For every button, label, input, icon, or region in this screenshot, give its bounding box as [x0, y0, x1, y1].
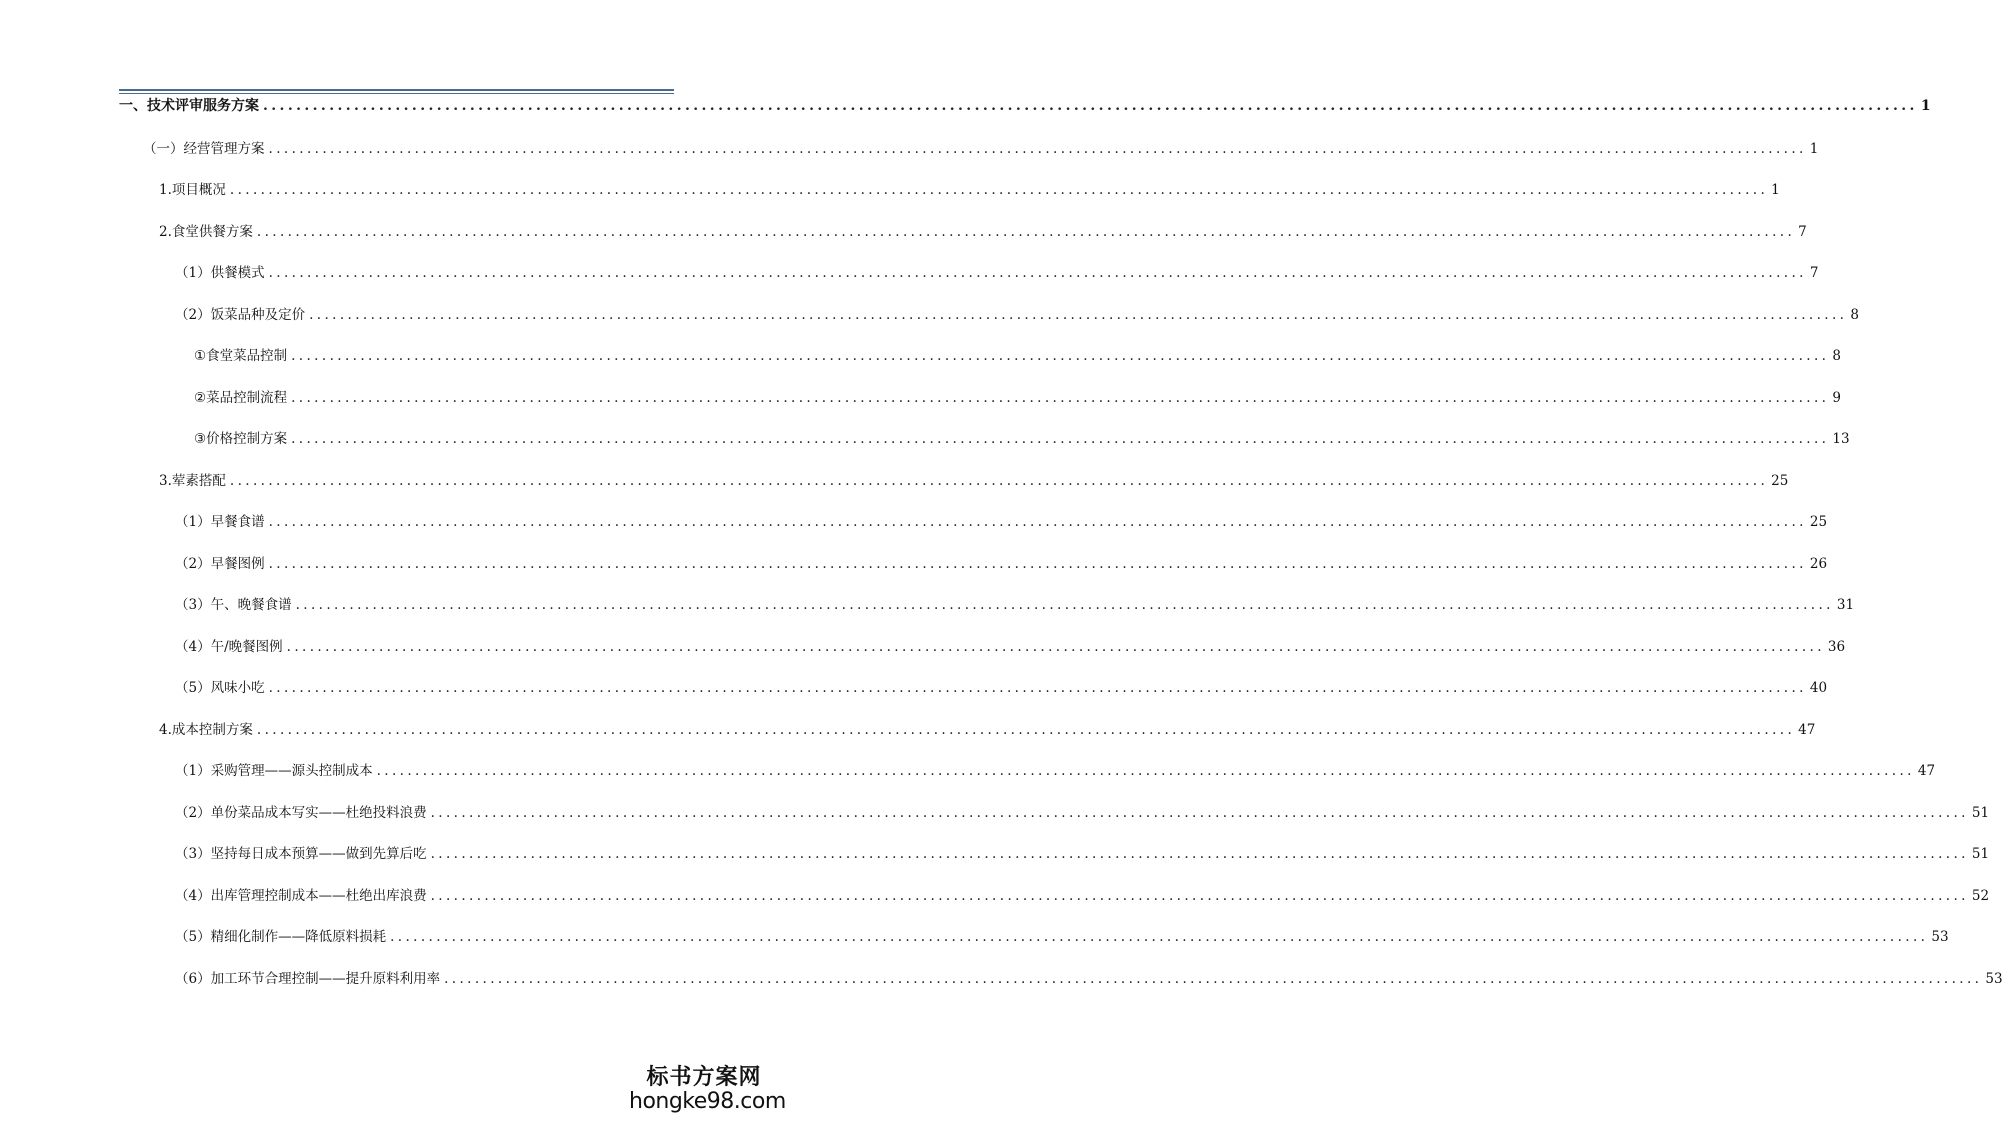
- toc-entry-number: 一、: [119, 98, 147, 114]
- toc-leader-dots: ........................................................................................................................................................................................................: [229, 473, 1769, 489]
- toc-entry-title: 风味小吃: [210, 680, 265, 696]
- toc-entry-title: 经营管理方案: [183, 141, 265, 157]
- toc-leader-dots: ........................................................................................................................................................................................................: [309, 307, 1848, 323]
- toc-entry-title: 早餐图例: [210, 556, 265, 572]
- toc-leader-dots: ........................................................................................................................................................................................................: [430, 888, 1969, 904]
- toc-entry-page: 1: [1809, 141, 1819, 157]
- toc-entry-page: 8: [1850, 307, 1859, 323]
- toc-entry-title: 菜品控制流程: [206, 390, 288, 406]
- toc-entry-page: 7: [1809, 265, 1819, 281]
- toc-leader-dots: ........................................................................................................................................................................................................: [376, 763, 1915, 779]
- toc-entry[interactable]: [194, 429, 1850, 449]
- toc-entry-number: （5）: [175, 929, 211, 945]
- toc-leader-dots: ........................................................................................................................................................................................................: [444, 971, 1983, 987]
- toc-entry[interactable]: [143, 139, 1819, 159]
- toc-entry-title: 早餐食谱: [210, 514, 265, 530]
- toc-entry-title: 荤素搭配: [171, 473, 226, 489]
- toc-leader-dots: ........................................................................................................................................................................................................: [268, 514, 1807, 530]
- toc-entry-title: 加工环节合理控制——提升原料利用率: [210, 971, 441, 987]
- toc-entry-page: 25: [1809, 514, 1828, 530]
- toc-leader-dots: ........................................................................................................................................................................................................: [268, 556, 1807, 572]
- toc-entry-page: 51: [1971, 846, 1990, 862]
- toc-leader-dots: ........................................................................................................................................................................................................: [268, 680, 1807, 696]
- toc-entry-page: 31: [1836, 597, 1855, 613]
- toc-entry[interactable]: [175, 305, 1859, 325]
- toc-entry-title: 出库管理控制成本——杜绝出库浪费: [210, 888, 427, 904]
- toc-entry-number: 2.: [159, 224, 172, 240]
- toc-entry[interactable]: [175, 554, 1828, 574]
- toc-entry-number: 1.: [159, 182, 172, 198]
- toc-entry[interactable]: [175, 678, 1828, 698]
- toc-entry-number: （6）: [175, 971, 211, 987]
- toc-entry[interactable]: [175, 512, 1828, 532]
- toc-entry[interactable]: [175, 263, 1819, 283]
- toc-entry-title: 午、晚餐食谱: [210, 597, 292, 613]
- toc-entry-page: 1: [1771, 182, 1780, 198]
- toc-leader-dots: ........................................................................................................................................................................................................: [286, 639, 1825, 655]
- toc-entry-title: 午/晚餐图例: [210, 639, 283, 655]
- toc-entry[interactable]: [159, 222, 1807, 242]
- toc-entry-number: （1）: [175, 265, 211, 281]
- toc-entry-title: 食堂供餐方案: [171, 224, 253, 240]
- toc-entry[interactable]: [175, 637, 1846, 657]
- toc-entry-title: 供餐模式: [210, 265, 265, 281]
- toc-entry-title: 价格控制方案: [206, 431, 288, 447]
- toc-entry-number: 4.: [159, 722, 172, 738]
- toc-entry-page: 53: [1985, 971, 2003, 987]
- toc-entry-page: 9: [1832, 390, 1841, 406]
- toc-entry[interactable]: [119, 96, 1931, 116]
- toc-entry-title: 饭菜品种及定价: [210, 307, 306, 323]
- toc-entry[interactable]: [175, 844, 1990, 864]
- toc-entry-page: 53: [1931, 929, 1949, 945]
- toc-leader-dots: ........................................................................................................................................................................................................: [430, 846, 1969, 862]
- toc-entry-title: 技术评审服务方案: [147, 98, 259, 114]
- toc-leader-dots: ........................................................................................................................................................................................................: [229, 182, 1769, 198]
- toc-leader-dots: ........................................................................................................................................................................................................: [291, 348, 1830, 364]
- toc-entry-number: （2）: [175, 307, 211, 323]
- toc-leader-dots: ........................................................................................................................................................................................................: [291, 431, 1830, 447]
- watermark-cn: 标书方案网: [646, 1064, 762, 1090]
- watermark-url: hongke98.com: [629, 1089, 786, 1114]
- toc-entry-number: （1）: [175, 514, 211, 530]
- toc-entry[interactable]: [194, 388, 1841, 408]
- toc-entry-page: 51: [1971, 805, 1990, 821]
- toc-entry-number: （3）: [175, 597, 211, 613]
- toc-entry-number: （4）: [175, 888, 211, 904]
- toc-leader-dots: ........................................................................................................................................................................................................: [291, 390, 1830, 406]
- toc-leader-dots: ........................................................................................................................................................................................................: [295, 597, 1834, 613]
- toc-entry[interactable]: [159, 720, 1816, 740]
- toc-entry-page: 25: [1771, 473, 1789, 489]
- toc-leader-dots: ........................................................................................................................................................................................................: [390, 929, 1929, 945]
- toc-entry-number: （1）: [175, 763, 211, 779]
- toc-entry-page: 47: [1917, 763, 1936, 779]
- toc-entry-page: 40: [1809, 680, 1828, 696]
- toc-leader-dots: ........................................................................................................................................................................................................: [263, 98, 1918, 114]
- toc-entry[interactable]: [175, 969, 2003, 989]
- toc-entry-title: 单份菜品成本写实——杜绝投料浪费: [210, 805, 427, 821]
- toc-entry-title: 精细化制作——降低原料损耗: [210, 929, 387, 945]
- toc-entry-title: 食堂菜品控制: [206, 348, 288, 364]
- toc-leader-dots: ........................................................................................................................................................................................................: [256, 722, 1796, 738]
- toc-leader-dots: ........................................................................................................................................................................................................: [268, 141, 1807, 157]
- toc-leader-dots: ........................................................................................................................................................................................................: [268, 265, 1807, 281]
- toc-entry[interactable]: [175, 595, 1855, 615]
- toc-entry[interactable]: [159, 180, 1780, 200]
- toc-entry-number: ①: [194, 348, 207, 364]
- toc-entry[interactable]: [175, 927, 1949, 947]
- toc-entry-page: 8: [1832, 348, 1841, 364]
- toc-leader-dots: ........................................................................................................................................................................................................: [256, 224, 1796, 240]
- toc-entry-number: （3）: [175, 846, 211, 862]
- toc-entry[interactable]: [175, 886, 1990, 906]
- toc-entry-number: （2）: [175, 556, 211, 572]
- toc-entry-page: 36: [1827, 639, 1846, 655]
- toc-entry[interactable]: [175, 803, 1990, 823]
- toc-entry-number: （4）: [175, 639, 211, 655]
- toc-entry-page: 47: [1798, 722, 1816, 738]
- watermark: [629, 1064, 786, 1114]
- toc-entry-title: 成本控制方案: [171, 722, 253, 738]
- header-rule-thin: [119, 93, 674, 94]
- toc-entry-page: 13: [1832, 431, 1850, 447]
- toc-entry-title: 项目概况: [171, 182, 226, 198]
- toc-entry-page: 7: [1798, 224, 1807, 240]
- toc-entry[interactable]: [194, 346, 1841, 366]
- toc-entry-number: （5）: [175, 680, 211, 696]
- toc-entry-page: 26: [1809, 556, 1828, 572]
- toc-entry-title: 坚持每日成本预算——做到先算后吃: [210, 846, 427, 862]
- toc-entry[interactable]: [175, 761, 1936, 781]
- header-rule-thick: [119, 89, 674, 91]
- toc-entry-number: ②: [194, 390, 207, 406]
- toc-entry-number: ③: [194, 431, 207, 447]
- toc-entry[interactable]: [159, 471, 1789, 491]
- toc-entry-number: （2）: [175, 805, 211, 821]
- toc-leader-dots: ........................................................................................................................................................................................................: [430, 805, 1969, 821]
- toc-entry-title: 采购管理——源头控制成本: [210, 763, 373, 779]
- toc-entry-number: 3.: [159, 473, 172, 489]
- toc-entry-page: 52: [1971, 888, 1990, 904]
- toc-entry-number: （一）: [143, 141, 184, 157]
- toc-entry-page: 1: [1920, 98, 1931, 114]
